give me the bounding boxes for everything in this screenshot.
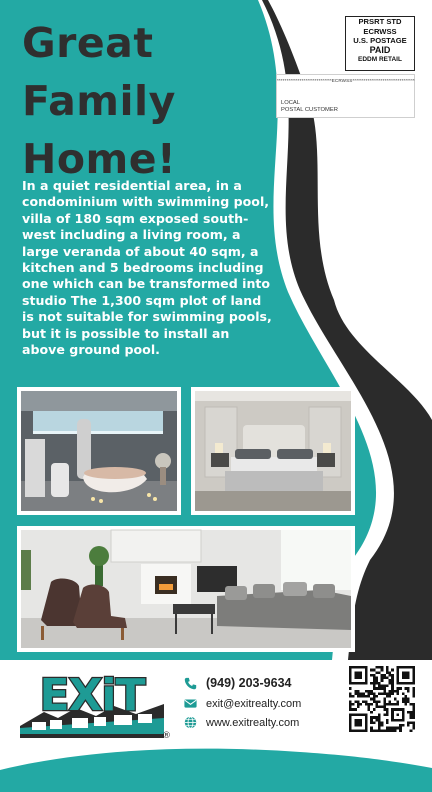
logo-wordmark: EXiT xyxy=(39,670,145,721)
headline-line: Family xyxy=(22,77,176,125)
postage-paid: PAID xyxy=(369,44,391,55)
recipient-line: LOCAL xyxy=(281,100,301,106)
registered-mark: ® xyxy=(162,731,171,741)
exit-realty-logo xyxy=(14,668,170,744)
website-contact[interactable] xyxy=(184,716,299,729)
headline xyxy=(22,14,272,188)
living-room-photo xyxy=(17,526,355,652)
recipient-line: POSTAL CUSTOMER xyxy=(281,107,338,113)
postage-line: PRSRT STD xyxy=(358,17,402,26)
website-url: www.exitrealty.com xyxy=(206,716,300,729)
postage-line: ECRWSS xyxy=(363,26,397,36)
bathroom-photo xyxy=(17,387,181,515)
property-description: In a quiet residential area, in a condominium with swimming pool, villa of 180 sqm exposed south-west including a living room, a large veranda of about 40 sqm, a kitchen and 5 bedrooms including one which can be transformed into studio The 1,300 sqm plot of land is not suitable for swimming pools, but it is possible to install an above ground pool. xyxy=(22,178,272,358)
email-contact[interactable] xyxy=(184,697,301,710)
recipient-lines xyxy=(281,100,338,114)
bedroom-photo xyxy=(191,387,355,515)
phone-number: (949) 203-9634 xyxy=(206,676,292,690)
globe-icon xyxy=(184,716,197,729)
postage-eddm: EDDM RETAIL xyxy=(358,56,402,64)
phone-contact[interactable] xyxy=(184,676,291,690)
email-icon xyxy=(184,697,197,710)
address-block xyxy=(276,74,415,118)
headline-line: Great xyxy=(22,19,154,67)
postage-line: U.S. POSTAGE xyxy=(353,36,407,46)
headline-line: Home! xyxy=(22,135,177,183)
ecrwss-line: *****************************ECRWSS********************************* xyxy=(277,78,415,83)
qr-code-icon[interactable] xyxy=(349,666,415,732)
email-address: exit@exitrealty.com xyxy=(206,697,302,710)
postage-indicia xyxy=(345,16,415,71)
phone-icon xyxy=(184,677,197,690)
